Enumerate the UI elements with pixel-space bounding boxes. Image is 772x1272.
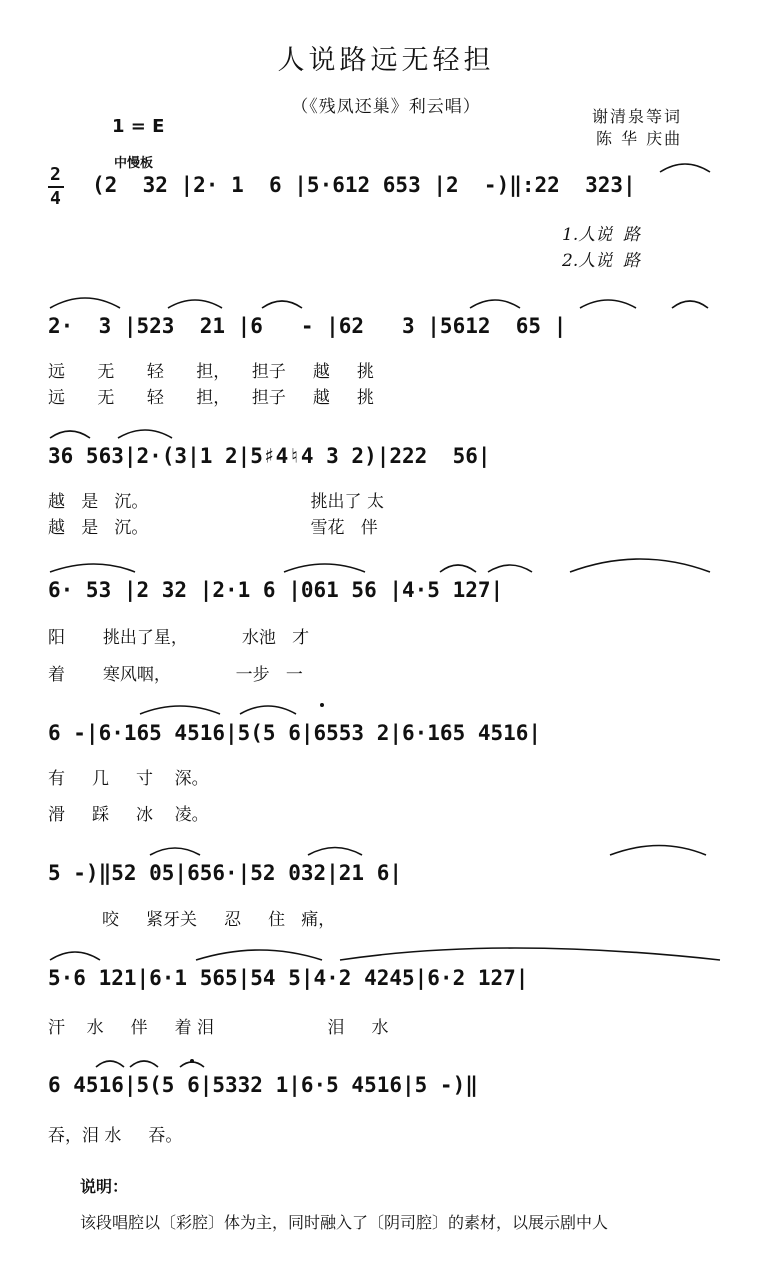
notation-system-3: 36 563|2·(3|1 2|5♯4♮4 3 2)|222 56| [48, 444, 491, 468]
notation-system-6: 5 -)‖52 05|656·|52 032|21 6| [48, 861, 403, 885]
lyrics-system-8-verse-1: 吞，泪 水 吞。 [48, 1126, 183, 1146]
notation-system-4: 6· 53 |2 32 |2·1 6 |061 56 |4·5 127| [48, 578, 504, 602]
slur [580, 300, 636, 308]
slur [570, 559, 710, 572]
lyrics-system-6-verse-1: 咬 紧牙关 忍 住 痛， [48, 910, 336, 930]
slur [150, 848, 200, 855]
slur [488, 565, 532, 572]
notation-system-8: 6 4516|5(5 6|5332 1|6·5 4516|5 -)‖ [48, 1073, 478, 1097]
slur [470, 300, 520, 308]
slur [50, 298, 120, 308]
slur [130, 1061, 158, 1067]
lyrics-system-3-verse-2: 越 是 沉。 雪花 伴 [48, 518, 378, 538]
verse-label-1: 1.人说 路 [562, 225, 641, 245]
lyrics-system-5-verse-1: 有 几 寸 深。 [48, 769, 209, 789]
slur [50, 952, 100, 960]
notation-system-1: (2 32 |2· 1 6 |5·612 653 |2 -)‖:22 323| [92, 173, 636, 197]
slur [196, 950, 322, 960]
time-signature-bottom: 4 [50, 188, 61, 209]
lyrics-system-4-verse-2: 着 寒风咽， 一步 一 [48, 665, 303, 685]
lyrics-system-2-verse-1: 远 无 轻 担， 担子 越 挑 [48, 362, 374, 382]
notation-system-5: 6 -|6·165 4516|5(5 6|6553 2|6·165 4516| [48, 721, 542, 745]
notation-system-7: 5·6 121|6·1 565|54 5|4·2 4245|6·2 127| [48, 966, 529, 990]
slur [440, 565, 476, 572]
slur [610, 846, 706, 856]
composer-credit: 陈 华 庆曲 [596, 129, 683, 148]
slur [660, 164, 710, 172]
slur [672, 301, 708, 308]
slur [118, 430, 172, 438]
slur [96, 1061, 124, 1067]
lyrics-system-4-verse-1: 阳 挑出了星， 水池 才 [48, 628, 310, 648]
slur [140, 706, 220, 714]
slur [50, 564, 135, 572]
lyricist-credit: 谢清泉等词 [592, 107, 683, 126]
slur [340, 948, 720, 960]
slur [308, 848, 362, 856]
lyrics-system-5-verse-2: 滑 踩 冰 凌。 [48, 805, 209, 825]
key-signature: 1 = E [112, 116, 165, 137]
slur [168, 300, 222, 308]
time-signature-top: 2 [50, 164, 61, 185]
lyrics-system-2-verse-2: 远 无 轻 担， 担子 越 挑 [48, 388, 374, 408]
slur [240, 706, 296, 714]
notes-label: 说明： [80, 1177, 129, 1196]
verse-label-2: 2.人说 路 [562, 251, 641, 271]
slur [284, 564, 365, 572]
song-title: 人说路远无轻担 [277, 45, 495, 76]
slur [262, 301, 302, 308]
lyrics-system-3-verse-1: 越 是 沉。 挑出了 太 [48, 492, 384, 512]
slur [50, 431, 90, 438]
lyrics-system-7-verse-1: 汗 水 伴 着 泪 泪 水 [48, 1018, 389, 1038]
song-subtitle: （《残凤还巢》利云唱） [291, 97, 481, 117]
notation-system-2: 2· 3 |523 21 |6 - |62 3 |5612 65 | [48, 314, 567, 338]
tempo-marking: 中慢板 [114, 156, 154, 171]
notes-text: 该段唱腔以〔彩腔〕体为主，同时融入了〔阴司腔〕的素材，以展示剧中人 [80, 1213, 609, 1232]
